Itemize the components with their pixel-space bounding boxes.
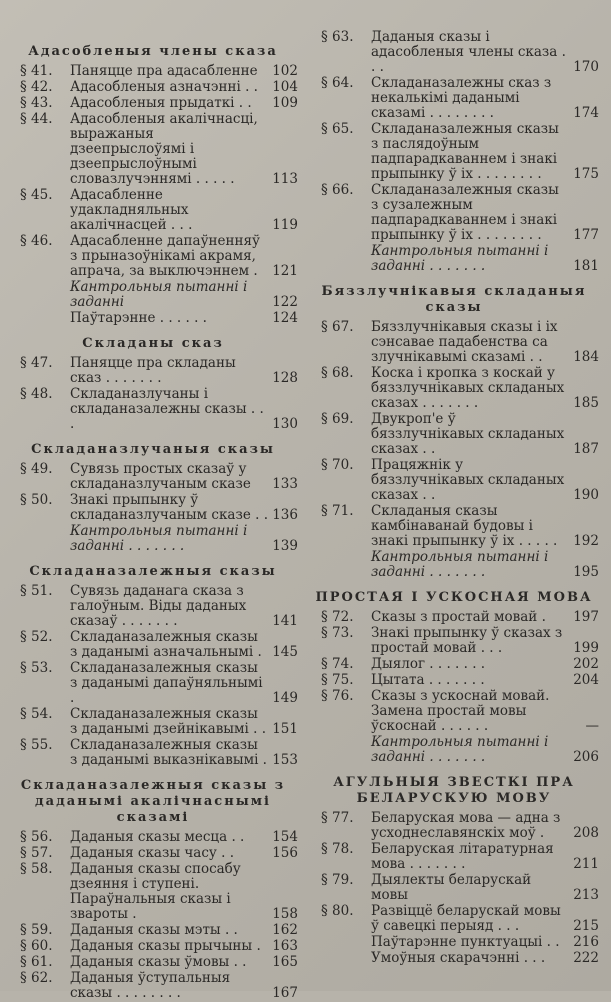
entry-text: Даданыя сказы месца . .	[70, 829, 245, 845]
toc-right-column	[309, 0, 599, 967]
page-number: 145	[272, 644, 298, 660]
toc-entry	[8, 971, 298, 1001]
page-number: 184	[573, 349, 599, 365]
page-number: 139	[272, 538, 298, 554]
section-number: § 57.	[20, 845, 53, 861]
section-title: Складаназалежныя сказы з даданымі акалічнаснымі сказамі	[20, 778, 286, 825]
page-number: 141	[272, 613, 298, 629]
page-number: 130	[272, 416, 298, 432]
section-number: § 76.	[321, 688, 354, 704]
entry-text: Працяжнік у бяззлучнікавых складаных сказах . .	[371, 457, 565, 503]
section-number: § 54.	[20, 706, 53, 722]
entry-text: Знакі прыпынку ў сказах з простай мовай . . .	[371, 625, 563, 656]
toc-entry	[8, 830, 298, 845]
entry-text: Кантрольныя пытанні і заданні	[70, 279, 248, 310]
entry-text: Складаназалежныя сказы з даданымі дзейнікавымі . .	[70, 706, 267, 737]
section-number: § 67.	[321, 319, 354, 335]
section-number: § 80.	[321, 903, 354, 919]
entry-text: Адасабленне удакладняльных акалічнасцей . . .	[70, 187, 193, 233]
entry-text: Кантрольныя пытанні і заданні . . . . . . .	[371, 549, 549, 580]
section-number: § 74.	[321, 656, 354, 672]
entry-text: Кантрольныя пытанні і заданні . . . . . . .	[371, 734, 549, 765]
toc-entry	[309, 735, 599, 765]
section-number: § 70.	[321, 457, 354, 473]
page-number: 175	[573, 166, 599, 182]
section-number: § 58.	[20, 861, 53, 877]
page-number: 206	[573, 749, 599, 765]
section-title: ПРОСТАЯ І УСКОСНАЯ МОВА	[315, 590, 593, 605]
toc-entry	[8, 462, 298, 492]
page-number: 190	[573, 487, 599, 503]
page-number: 167	[272, 985, 298, 1001]
section-number: § 53.	[20, 660, 53, 676]
section-number: § 68.	[321, 365, 354, 381]
page-number: 202	[573, 656, 599, 672]
page-number: 170	[573, 59, 599, 75]
entry-text: Даданыя сказы спосабу дзеяння і ступені. Параўнальныя сказы і звароты .	[70, 861, 241, 922]
page-number: 119	[272, 217, 298, 233]
section-title: Складаназалежныя сказы	[29, 564, 277, 579]
entry-text: Адасобленыя азначэнні . .	[70, 79, 258, 95]
toc-entry	[309, 550, 599, 580]
entry-text: Паняцце пра адасабленне	[70, 63, 258, 79]
entry-text: Паняцце пра складаны сказ . . . . . . .	[70, 355, 236, 386]
section-number: § 65.	[321, 121, 354, 137]
section-number: § 41.	[20, 63, 53, 79]
toc-entry	[8, 846, 298, 861]
page-number: 121	[272, 263, 298, 279]
section-title: АГУЛЬНЫЯ ЗВЕСТКІ ПРА БЕЛАРУСКУЮ МОВУ	[333, 775, 575, 806]
toc-entry	[8, 939, 298, 954]
section-number: § 69.	[321, 411, 354, 427]
toc-entry	[309, 320, 599, 365]
section-title: Бяззлучнікавыя складаныя сказы	[321, 284, 587, 315]
toc-left-column	[8, 0, 298, 1002]
entry-text: Сувязь даданага сказа з галоўным. Віды даданых сказаў . . . . . . .	[70, 583, 247, 629]
entry-text: Сувязь простых сказаў у складаназлучаным сказе	[70, 461, 251, 492]
toc-entry	[8, 234, 298, 279]
section-number: § 42.	[20, 79, 53, 95]
toc-entry	[8, 80, 298, 95]
page-number: 165	[272, 954, 298, 970]
page-number: 102	[272, 63, 298, 79]
toc-entry	[309, 183, 599, 243]
page-number: —	[585, 718, 599, 734]
entry-text: Складаназалежныя сказы з сузалежным падпарадкаваннем і знакі прыпынку ў іх . . . . . . . .	[371, 182, 559, 243]
entry-text: Коска і кропка з коскай у бяззлучнікавых складаных сказах . . . . . . .	[371, 365, 565, 411]
entry-text: Дыялог . . . . . . .	[371, 656, 486, 672]
toc-entry	[309, 366, 599, 411]
section-number: § 78.	[321, 841, 354, 857]
section-number: § 72.	[321, 609, 354, 625]
page-number: 133	[272, 476, 298, 492]
toc-entry	[8, 923, 298, 938]
entry-text: Развіццё беларускай мовы ў савецкі перыяд . . .	[371, 903, 561, 934]
page-number: 151	[272, 721, 298, 737]
entry-text: Складаназалежныя сказы з даданымі азначальнымі .	[70, 629, 262, 660]
entry-text: Складаназалежныя сказы з даданымі выказнікавымі .	[70, 737, 267, 768]
toc-entry	[8, 524, 298, 554]
page-number: 197	[573, 609, 599, 625]
page-number: 177	[573, 227, 599, 243]
page-number: 149	[272, 690, 298, 706]
entry-text: Адасабленне дапаўненняў з прыназоўнікамі акрамя, апрача, за выключэннем .	[70, 233, 260, 279]
page-number: 124	[272, 310, 298, 326]
entry-text: Кантрольныя пытанні і заданні . . . . . . .	[70, 523, 248, 554]
toc-entry	[309, 935, 599, 950]
page-number: 222	[573, 950, 599, 966]
page-number: 208	[573, 825, 599, 841]
toc-entry	[8, 280, 298, 310]
entry-text: Даданыя сказы часу . .	[70, 845, 235, 861]
section-number: § 73.	[321, 625, 354, 641]
page-number: 163	[272, 938, 298, 954]
toc-entry	[309, 30, 599, 75]
page-number: 154	[272, 829, 298, 845]
toc-entry	[8, 584, 298, 629]
toc-entry	[309, 626, 599, 656]
entry-text: Цытата . . . . . . .	[371, 672, 485, 688]
toc-entry	[8, 738, 298, 768]
toc-entry	[8, 112, 298, 187]
page-number: 192	[573, 533, 599, 549]
toc-entry	[8, 96, 298, 111]
section-number: § 50.	[20, 492, 53, 508]
page-number: 187	[573, 441, 599, 457]
toc-entry	[8, 311, 298, 326]
section-number: § 64.	[321, 75, 354, 91]
section-title: Складаназлучаныя сказы	[31, 442, 275, 457]
toc-entry	[309, 76, 599, 121]
entry-text: Складаназлучаны і складаназалежны сказы . . .	[70, 386, 264, 432]
toc-entry	[309, 811, 599, 841]
section-number: § 55.	[20, 737, 53, 753]
toc-entry	[309, 689, 599, 734]
entry-text: Двукроп'е ў бяззлучнікавых складаных сказах . .	[371, 411, 565, 457]
entry-text: Сказы з простай мовай .	[371, 609, 546, 625]
page-number: 215	[573, 918, 599, 934]
page-number: 162	[272, 922, 298, 938]
page-number: 199	[573, 640, 599, 656]
section-number: § 52.	[20, 629, 53, 645]
toc-entry	[8, 862, 298, 922]
toc-entry	[8, 188, 298, 233]
page-number: 158	[272, 906, 298, 922]
section-number: § 62.	[20, 970, 53, 986]
page-number: 174	[573, 105, 599, 121]
page-number: 204	[573, 672, 599, 688]
toc-entry	[8, 356, 298, 386]
page-number: 213	[573, 887, 599, 903]
toc-entry	[8, 661, 298, 706]
section-number: § 60.	[20, 938, 53, 954]
section-number: § 59.	[20, 922, 53, 938]
section-number: § 66.	[321, 182, 354, 198]
section-number: § 46.	[20, 233, 53, 249]
page-number: 113	[272, 171, 298, 187]
toc-entry	[8, 493, 298, 523]
entry-text: Даданыя сказы мэты . .	[70, 922, 238, 938]
toc-entry	[8, 955, 298, 970]
toc-entry	[309, 873, 599, 903]
entry-text: Даданыя сказы і адасобленыя члены сказа . . .	[371, 29, 566, 75]
toc-entry	[309, 657, 599, 672]
entry-text: Складаназалежныя сказы з паслядоўным падпарадкаваннем і знакі прыпынку ў іх . . . . . . . .	[371, 121, 559, 182]
toc-entry	[309, 904, 599, 934]
toc-entry	[309, 504, 599, 549]
section-number: § 75.	[321, 672, 354, 688]
section-number: § 63.	[321, 29, 354, 45]
entry-text: Бяззлучнікавыя сказы і іх сэнсавае падабенства са злучнікавымі сказамі . .	[371, 319, 558, 365]
section-number: § 47.	[20, 355, 53, 371]
section-number: § 49.	[20, 461, 53, 477]
entry-text: Даданыя сказы ўмовы . .	[70, 954, 247, 970]
section-title: Складаны сказ	[82, 336, 224, 351]
toc-entry	[8, 630, 298, 660]
page-number: 122	[272, 294, 298, 310]
section-number: § 79.	[321, 872, 354, 888]
entry-text: Складаназалежны сказ з некалькімі даданымі сказамі . . . . . . . .	[371, 75, 552, 121]
entry-text: Складаназалежныя сказы з даданымі дапаўняльнымі .	[70, 660, 263, 706]
entry-text: Беларуская літаратурная мова . . . . . . .	[371, 841, 554, 872]
entry-text: Кантрольныя пытанні і заданні . . . . . . .	[371, 243, 549, 274]
section-number: § 56.	[20, 829, 53, 845]
toc-entry	[309, 412, 599, 457]
toc-entry	[8, 707, 298, 737]
toc-entry	[309, 244, 599, 274]
section-number: § 48.	[20, 386, 53, 402]
entry-text: Даданыя сказы прычыны .	[70, 938, 261, 954]
entry-text: Даданыя ўступальныя сказы . . . . . . . .	[70, 970, 231, 1001]
page-number: 104	[272, 79, 298, 95]
entry-text: Дыялекты беларускай мовы	[371, 872, 532, 903]
toc-entry	[309, 610, 599, 625]
page-number: 216	[573, 934, 599, 950]
toc-entry	[309, 842, 599, 872]
entry-text: Беларуская мова — адна з усходнеславянскіх моў .	[371, 810, 561, 841]
section-number: § 51.	[20, 583, 53, 599]
section-number: § 71.	[321, 503, 354, 519]
section-title: Адасобленыя члены сказа	[28, 44, 278, 59]
section-number: § 77.	[321, 810, 354, 826]
section-number: § 45.	[20, 187, 53, 203]
entry-text: Паўтарэнне . . . . . .	[70, 310, 207, 326]
toc-entry	[8, 387, 298, 432]
entry-text: Сказы з ускоснай мовай. Замена простай мовы ўскоснай . . . . . .	[371, 688, 550, 734]
page-number: 136	[272, 507, 298, 523]
page-number: 128	[272, 370, 298, 386]
section-number: § 44.	[20, 111, 53, 127]
page-number: 153	[272, 752, 298, 768]
entry-text: Паўтарэнне пунктуацыі . .	[371, 934, 560, 950]
toc-entry	[309, 122, 599, 182]
toc-entry	[309, 458, 599, 503]
page-number: 156	[272, 845, 298, 861]
page-number: 181	[573, 258, 599, 274]
entry-text: Знакі прыпынку ў складаназлучаным сказе . .	[70, 492, 268, 523]
toc-entry	[309, 673, 599, 688]
section-number: § 43.	[20, 95, 53, 111]
page-number: 211	[573, 856, 599, 872]
page-number: 195	[573, 564, 599, 580]
section-number: § 61.	[20, 954, 53, 970]
entry-text: Складаныя сказы камбінаванай будовы і знакі прыпынку ў іх . . . . .	[371, 503, 558, 549]
toc-entry	[8, 64, 298, 79]
entry-text: Адасобленыя прыдаткі . .	[70, 95, 252, 111]
page-number: 109	[272, 95, 298, 111]
toc-entry	[309, 951, 599, 966]
entry-text: Умоўныя скарачэнні . . .	[371, 950, 546, 966]
entry-text: Адасобленыя акалічнасці, выражаныя дзеепрыслоўямі і дзеепрыслоўнымі словазлучэннямі . . . . .	[70, 111, 258, 187]
page-number: 185	[573, 395, 599, 411]
